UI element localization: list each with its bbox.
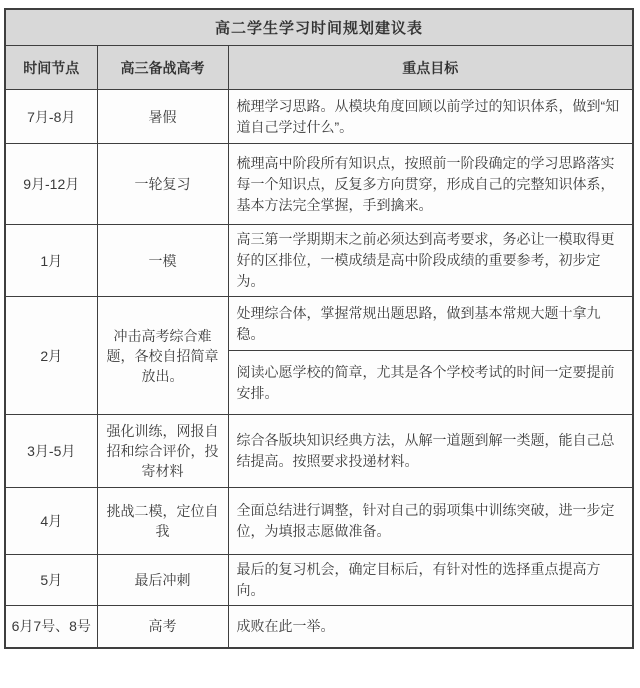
goal-cell: 梳理高中阶段所有知识点，按照前一阶段确定的学习思路落实每一个知识点，反复多方向贯穿，形成自己的完整知识体系，基本方法完全掌握，手到擒来。 [228, 144, 633, 225]
goal-cell: 阅读心愿学校的简章，尤其是各个学校考试的时间一定要提前安排。 [228, 351, 633, 415]
table-row [5, 555, 633, 606]
goal-cell: 最后的复习机会，确定目标后，有针对性的选择重点提高方向。 [228, 555, 633, 606]
table-row [5, 225, 633, 297]
phase-cell: 一轮复习 [97, 144, 228, 225]
time-cell: 1月 [5, 225, 97, 297]
time-cell: 2月 [5, 297, 97, 415]
table-title: 高二学生学习时间规划建议表 [5, 9, 633, 46]
column-header-phase: 高三备战高考 [97, 46, 228, 90]
goal-cell: 全面总结进行调整，针对自己的弱项集中训练突破，进一步定位，为填报志愿做准备。 [228, 488, 633, 555]
phase-cell: 一模 [97, 225, 228, 297]
table-row [5, 488, 633, 555]
column-header-goal: 重点目标 [228, 46, 633, 90]
header-row [5, 46, 633, 90]
phase-cell: 高考 [97, 606, 228, 648]
table-row [5, 90, 633, 144]
phase-cell: 强化训练，网报自招和综合评价，投寄材料 [97, 415, 228, 488]
goal-cell: 处理综合体，掌握常规出题思路，做到基本常规大题十拿九稳。 [228, 297, 633, 351]
phase-cell: 最后冲刺 [97, 555, 228, 606]
goal-cell: 成败在此一举。 [228, 606, 633, 648]
table-row [5, 144, 633, 225]
phase-cell: 挑战二模，定位自我 [97, 488, 228, 555]
table-row [5, 415, 633, 488]
table-row [5, 606, 633, 648]
goal-cell: 高三第一学期期末之前必须达到高考要求，务必让一模取得更好的区排位，一模成绩是高中阶段成绩的重要参考，初步定为。 [228, 225, 633, 297]
table-row [5, 297, 633, 351]
time-cell: 6月7号、8号 [5, 606, 97, 648]
goal-cell: 综合各版块知识经典方法，从解一道题到解一类题，能自己总结提高。按照要求投递材料。 [228, 415, 633, 488]
title-row [5, 9, 633, 46]
study-plan-table [4, 8, 634, 649]
time-cell: 7月-8月 [5, 90, 97, 144]
time-cell: 9月-12月 [5, 144, 97, 225]
time-cell: 3月-5月 [5, 415, 97, 488]
goal-cell: 梳理学习思路。从模块角度回顾以前学过的知识体系，做到“知道自己学过什么”。 [228, 90, 633, 144]
time-cell: 4月 [5, 488, 97, 555]
time-cell: 5月 [5, 555, 97, 606]
phase-cell: 冲击高考综合难题，各校自招简章放出。 [97, 297, 228, 415]
column-header-time: 时间节点 [5, 46, 97, 90]
phase-cell: 暑假 [97, 90, 228, 144]
